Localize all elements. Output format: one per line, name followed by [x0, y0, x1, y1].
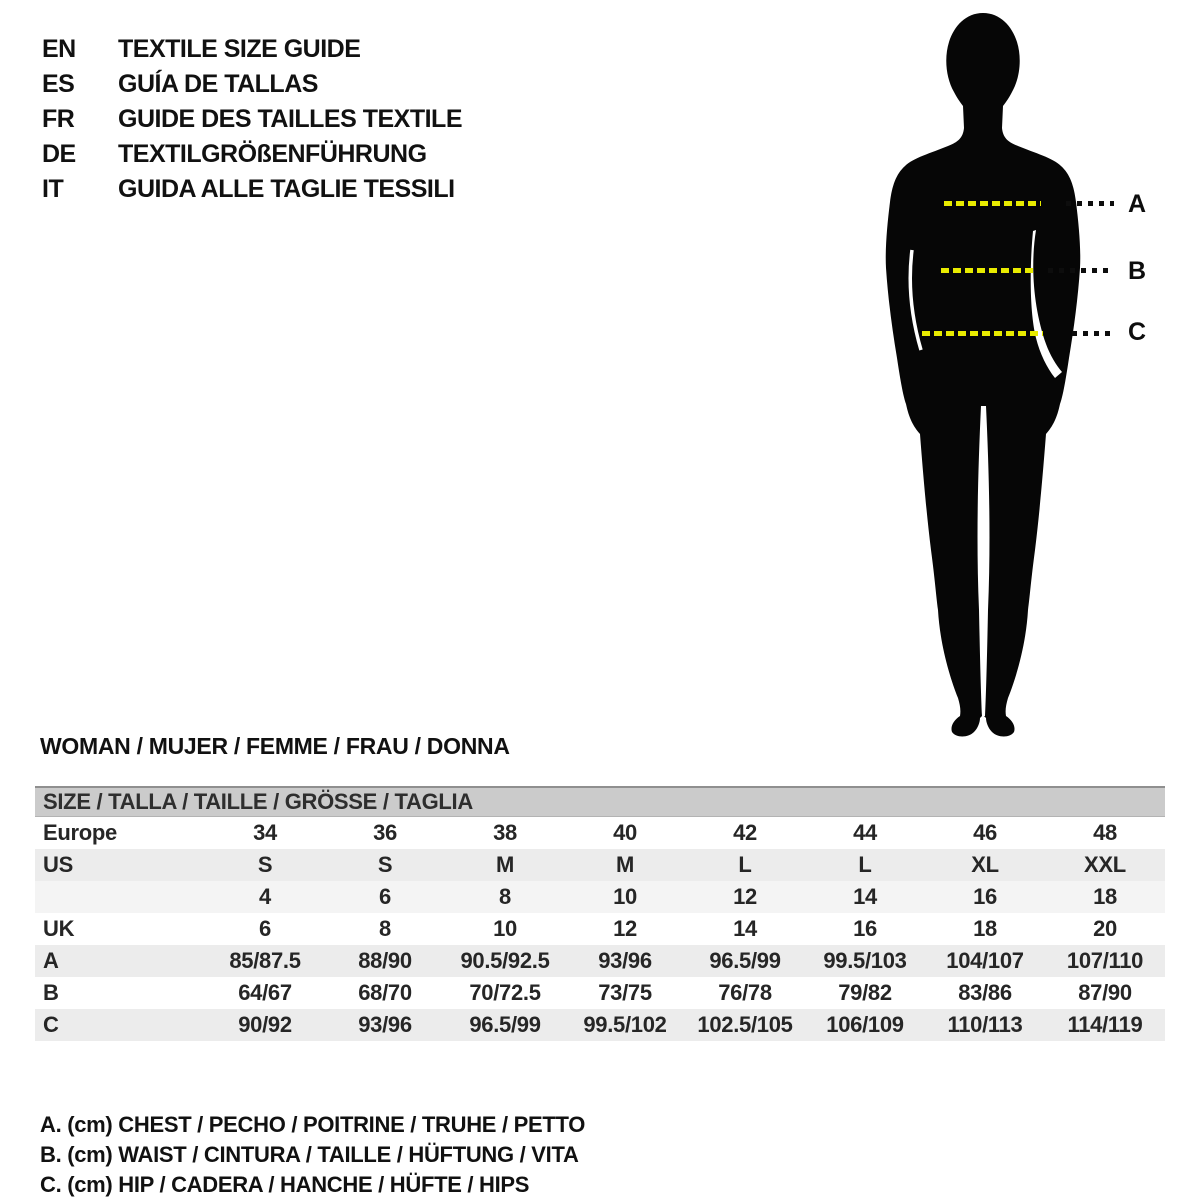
cell-value: 34 — [253, 820, 277, 845]
cell-value: 85/87.5 — [229, 948, 301, 973]
cell-value: 102.5/105 — [697, 1012, 793, 1037]
cell-value: 14 — [733, 916, 757, 941]
cell-value: L — [738, 852, 752, 877]
cell-value: 48 — [1093, 820, 1117, 845]
hip-leader-line — [1072, 331, 1115, 336]
hip-dash-line — [922, 331, 1043, 336]
cell-value: 104/107 — [946, 948, 1024, 973]
language-code: EN — [42, 35, 76, 63]
cell-value: 99.5/103 — [823, 948, 907, 973]
cell-value: 8 — [499, 884, 511, 909]
cell-value: 12 — [613, 916, 637, 941]
cell-value: 38 — [493, 820, 517, 845]
row-label: UK — [43, 916, 75, 941]
cell-value: 93/96 — [598, 948, 652, 973]
cell-value: 10 — [493, 916, 517, 941]
measure-label-c: C — [1128, 318, 1147, 346]
cell-value: XXL — [1084, 852, 1126, 877]
cell-value: 90/92 — [238, 1012, 292, 1037]
language-list — [42, 32, 462, 207]
language-title: GUÍA DE TALLAS — [118, 70, 318, 98]
cell-value: M — [495, 852, 515, 877]
cell-value: 8 — [379, 916, 391, 941]
cell-value: 44 — [853, 820, 877, 845]
row-label: US — [43, 852, 73, 877]
measure-label-b: B — [1128, 257, 1147, 285]
cell-value: 73/75 — [598, 980, 652, 1005]
cell-value: 18 — [1093, 884, 1117, 909]
legend-line: A. (cm) CHEST / PECHO / POITRINE / TRUHE / PETTO — [40, 1112, 586, 1137]
cell-value: 16 — [973, 884, 997, 909]
table-row — [35, 945, 1165, 977]
cell-value: 12 — [733, 884, 757, 909]
language-row — [42, 137, 462, 172]
row-label: C — [43, 1012, 59, 1037]
cell-value: 87/90 — [1078, 980, 1132, 1005]
table-row — [35, 849, 1165, 881]
cell-value: 20 — [1093, 916, 1117, 941]
language-title: GUIDA ALLE TAGLIE TESSILI — [118, 175, 455, 203]
cell-value: 6 — [379, 884, 391, 909]
cell-value: 96.5/99 — [709, 948, 781, 973]
section-title: WOMAN / MUJER / FEMME / FRAU / DONNA — [40, 733, 510, 759]
language-row — [42, 67, 462, 102]
cell-value: XL — [971, 852, 999, 877]
language-row — [42, 102, 462, 137]
table-row — [35, 913, 1165, 945]
cell-value: 36 — [373, 820, 397, 845]
row-label: B — [43, 980, 59, 1005]
cell-value: L — [858, 852, 872, 877]
cell-value: 93/96 — [358, 1012, 412, 1037]
cell-value: 96.5/99 — [469, 1012, 541, 1037]
size-table — [35, 786, 1165, 1041]
cell-value: 114/119 — [1067, 1012, 1143, 1037]
cell-value: 68/70 — [358, 980, 412, 1005]
row-label: A — [43, 948, 59, 973]
language-code: DE — [42, 140, 76, 168]
size-table-body — [35, 817, 1165, 1041]
cell-value: S — [377, 852, 393, 877]
table-row — [35, 977, 1165, 1009]
woman-silhouette — [860, 10, 1120, 750]
legend-line: B. (cm) WAIST / CINTURA / TAILLE / HÜFTUNG / VITA — [40, 1142, 579, 1167]
cell-value: 79/82 — [838, 980, 892, 1005]
language-code: IT — [42, 175, 64, 203]
cell-value: 107/110 — [1066, 948, 1144, 973]
cell-value: 40 — [613, 820, 637, 845]
table-row — [35, 817, 1165, 849]
cell-value: 6 — [259, 916, 271, 941]
cell-value: 64/67 — [238, 980, 292, 1005]
cell-value: 70/72.5 — [469, 980, 541, 1005]
cell-value: 18 — [973, 916, 997, 941]
cell-value: 88/90 — [358, 948, 412, 973]
waist-dash-line — [941, 268, 1036, 273]
cell-value: 46 — [973, 820, 997, 845]
cell-value: 4 — [259, 884, 271, 909]
measure-label-a: A — [1128, 190, 1147, 218]
row-label: Europe — [43, 820, 117, 845]
chest-leader-line — [1066, 201, 1114, 206]
cell-value: 99.5/102 — [583, 1012, 667, 1037]
legend-line: C. (cm) HIP / CADERA / HANCHE / HÜFTE / HIPS — [40, 1172, 530, 1197]
cell-value: 14 — [853, 884, 877, 909]
language-title: TEXTILGRÖßENFÜHRUNG — [118, 140, 427, 168]
language-title: TEXTILE SIZE GUIDE — [118, 35, 361, 63]
waist-leader-line — [1048, 268, 1114, 273]
language-code: FR — [42, 105, 75, 133]
language-title: GUIDE DES TAILLES TEXTILE — [118, 105, 463, 133]
cell-value: 106/109 — [826, 1012, 904, 1037]
table-row — [35, 1009, 1165, 1041]
cell-value: 16 — [853, 916, 877, 941]
table-row — [35, 881, 1165, 913]
legend — [40, 1110, 585, 1200]
cell-value: 110/113 — [947, 1012, 1023, 1037]
cell-value: 10 — [613, 884, 637, 909]
chest-dash-line — [944, 201, 1041, 206]
cell-value: 90.5/92.5 — [460, 948, 550, 973]
language-code: ES — [42, 70, 75, 98]
cell-value: 42 — [733, 820, 757, 845]
cell-value: 76/78 — [718, 980, 772, 1005]
cell-value: M — [615, 852, 635, 877]
cell-value: S — [257, 852, 273, 877]
language-row — [42, 32, 462, 67]
table-header: SIZE / TALLA / TAILLE / GRÖSSE / TAGLIA — [35, 786, 1165, 817]
language-row — [42, 172, 462, 207]
cell-value: 83/86 — [958, 980, 1012, 1005]
